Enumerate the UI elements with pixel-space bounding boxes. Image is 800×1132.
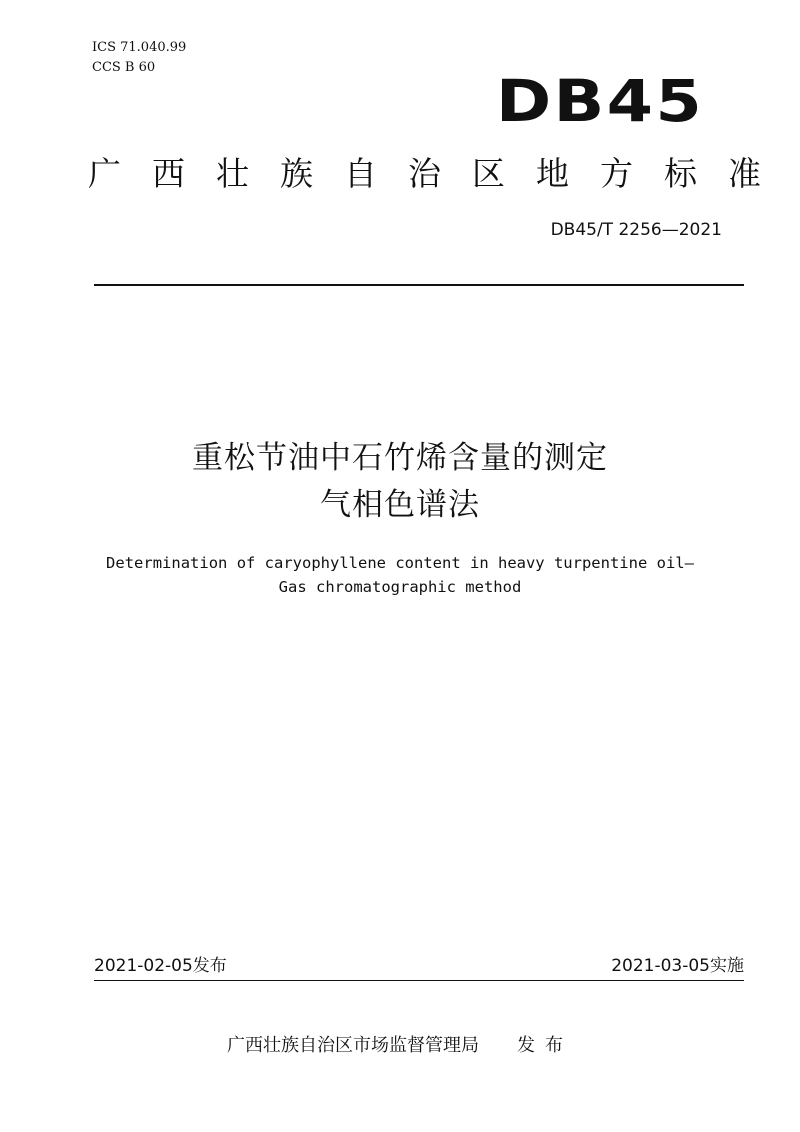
title-zh-line2: 气相色谱法 <box>320 487 480 523</box>
title-en-line1: Determination of caryophyllene content in heavy turpentine oil— <box>106 554 694 572</box>
issuer-name: 广西壮族自治区市场监督管理局 <box>227 1035 479 1056</box>
issuer-line <box>0 1032 800 1060</box>
standard-category: 广西壮族自治区地方标准 <box>88 154 792 193</box>
classification-codes <box>92 38 186 78</box>
ics-code: ICS 71.040.99 <box>92 40 187 55</box>
standard-number: DB45/T 2256—2021 <box>550 220 722 240</box>
top-divider <box>94 284 744 286</box>
db45-logo: DB45 <box>495 67 704 135</box>
issue-date: 2021-02-05发布 <box>94 956 227 976</box>
title-zh-line1: 重松节油中石竹烯含量的测定 <box>192 440 608 476</box>
issuer-action: 发布 <box>517 1035 573 1056</box>
title-en-line2: Gas chromatographic method <box>278 578 522 596</box>
bottom-divider <box>94 980 744 981</box>
implementation-date: 2021-03-05实施 <box>611 956 744 976</box>
ccs-code: CCS B 60 <box>92 60 156 75</box>
